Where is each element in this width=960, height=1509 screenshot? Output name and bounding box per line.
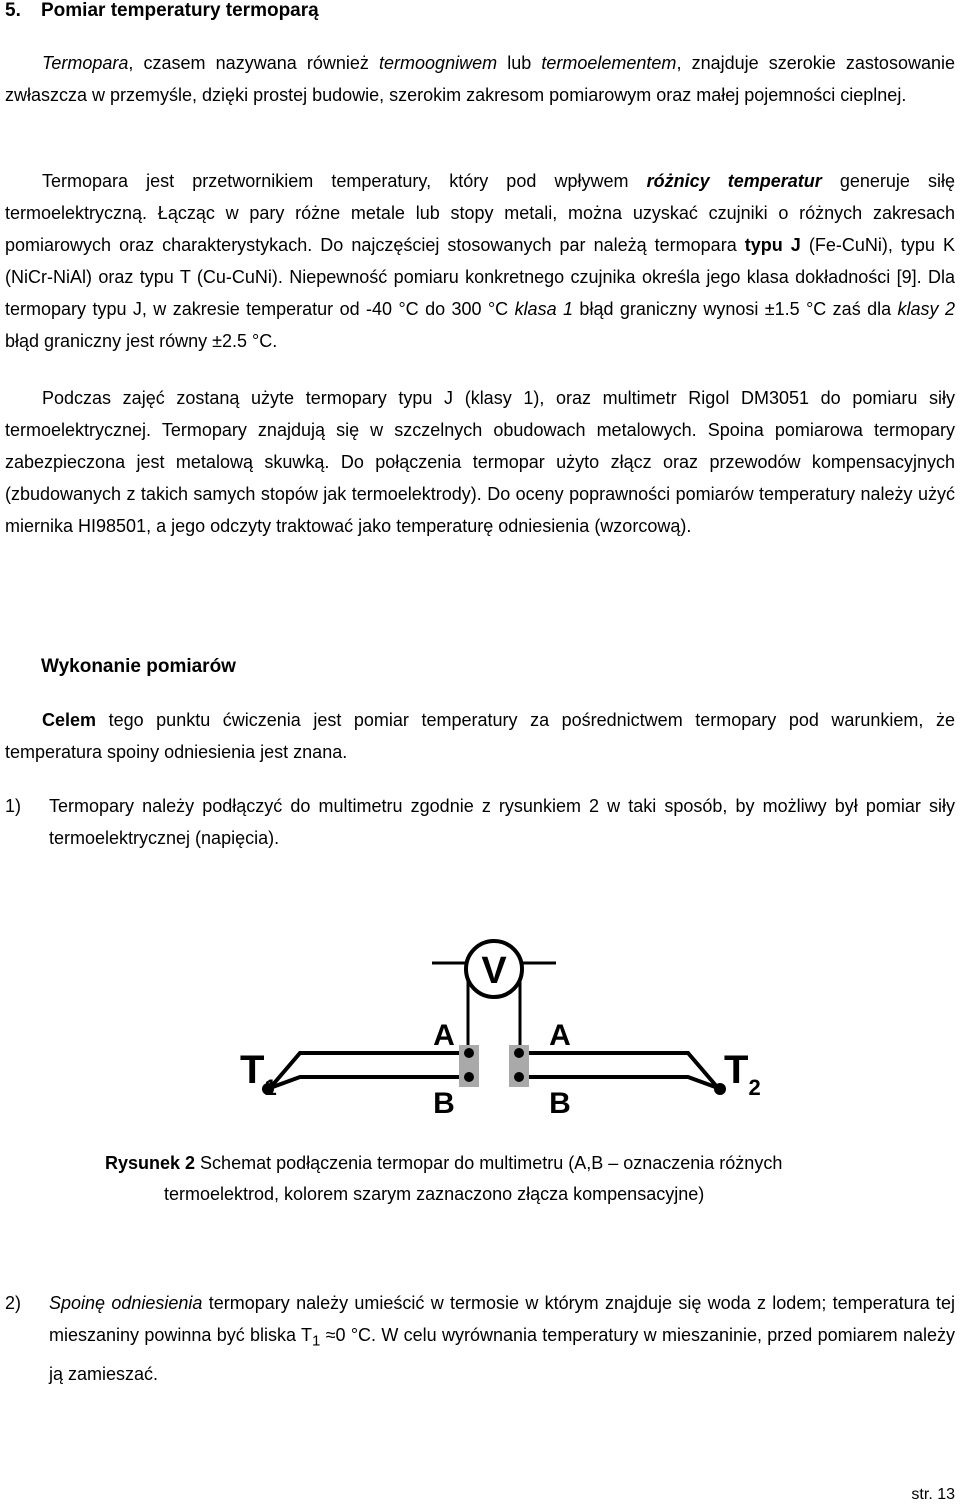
thermocouple-connection-diagram: [0, 925, 960, 1125]
caption-line-1: [105, 1148, 905, 1179]
p2-text-1: Termopara jest przetwornikiem temperatury, który pod wpływem: [42, 171, 647, 191]
goal-paragraph: [5, 704, 955, 768]
right-wire-a: [520, 1053, 718, 1088]
label-b-left: B: [433, 1087, 455, 1120]
italic-class-1: klasa 1: [514, 299, 574, 319]
definition-paragraph: [5, 165, 955, 357]
equipment-paragraph: [5, 382, 955, 542]
label-t1: [240, 1048, 277, 1100]
subheading-measurements: Wykonanie pomiarów: [41, 656, 236, 677]
step-2-text: [49, 1287, 955, 1390]
caption-figure-label: Rysunek 2: [105, 1153, 196, 1173]
label-a-right: A: [549, 1019, 571, 1052]
connector-dot-right-a: [514, 1048, 524, 1058]
label-t1-letter: T: [240, 1048, 265, 1092]
intro-text-1: , czasem nazywana również: [128, 53, 380, 73]
p2-text-4: błąd graniczny wynosi ±1.5 °C zaś dla: [573, 299, 898, 319]
label-t2-subscript: 2: [748, 1075, 761, 1100]
step-1: [5, 790, 955, 854]
emphasis-temperature-difference: różnicy temperatur: [646, 171, 822, 191]
bold-type-j: typu J: [744, 235, 801, 255]
step-2-text-2: ≈0 °C. W celu wyrównania temperatury w mieszaninie, przed pomiarem należy ją zamieszać.: [49, 1325, 955, 1384]
label-t1-subscript: 1: [264, 1075, 277, 1100]
p2-text-3: (Fe-CuNi), typu K (NiCr-NiAl) oraz typu T (Cu-CuNi). Niepewność pomiaru konkretnego czujnika określa jego klasa dokładności [9]. Dla termopary typu J, w zakresie temperatur od -40 °C do 300 °C: [5, 235, 956, 319]
step-1-text: Termopary należy podłączyć do multimetru zgodnie z rysunkiem 2 w taki sposób, by możliwy był pomiar siły termoelektrycznej (napięcia).: [49, 796, 955, 848]
connector-dot-left-a: [464, 1048, 474, 1058]
figure-caption: [105, 1148, 905, 1210]
connector-dot-right-b: [514, 1072, 524, 1082]
page-number: str. 13: [911, 1486, 955, 1503]
caption-line-2: termoelektrod, kolorem szarym zaznaczono złącza kompensacyjne): [164, 1184, 705, 1204]
step-2-number: 2): [5, 1293, 22, 1313]
p2-text-2: generuje siłę termoelektryczną. Łącząc w pary różne metale lub stopy metali, można uzyskać czujniki o różnych zakresach pomiarowych oraz charakterystykach. Do najczęściej stosowanych par należą termopara: [5, 171, 956, 255]
voltmeter-symbol: [466, 941, 522, 997]
p2-text-5: błąd graniczny jest równy ±2.5 °C.: [5, 331, 278, 351]
compensation-connectors: [459, 1045, 529, 1087]
section-number: 5.: [5, 0, 21, 21]
goal-bold-word: Celem: [42, 710, 97, 730]
p3-text: Podczas zajęć zostaną użyte termopary typu J (klasy 1), oraz multimetr Rigol DM3051 do pomiaru siły termoelektrycznej. Termopary znajdują się w szczelnych obudowach metalowych. Spoina pomiarowa termopary zabezpieczona jest metalową skuwką. Do połączenia termopar użyto złącz oraz przewodów kompensacyjnych (zbudowanych z takich samych stopów jak termoelektrody). Do oceny poprawności pomiarów temperatury należy użyć miernika HI98501, a jego odczyty traktować jako temperaturę odniesienia (wzorcową).: [5, 388, 955, 536]
connector-dot-left-b: [464, 1072, 474, 1082]
term-termoogniwo: termoogniwem: [379, 53, 498, 73]
label-t2: [724, 1048, 761, 1100]
caption-text-1: Schemat podłączenia termopar do multimetru (A,B – oznaczenia różnych: [195, 1153, 783, 1173]
label-t2-letter: T: [724, 1048, 749, 1092]
intro-paragraph: [5, 47, 955, 111]
step-1-number: 1): [5, 796, 22, 816]
intro-text-3: , znajduje szerokie zastosowanie zwłaszcza w przemyśle, dzięki prostej budowie, szerokim zakresom pomiarowym oraz małej pojemności cieplnej.: [5, 53, 955, 105]
italic-class-2: klasy 2: [897, 299, 955, 319]
intro-text-2: lub: [497, 53, 542, 73]
section-title: Pomiar temperatury termoparą: [41, 0, 319, 21]
section-heading: [5, 0, 319, 26]
voltmeter-letter: V: [481, 950, 507, 992]
label-b-right: B: [549, 1087, 571, 1120]
left-wire-a: [270, 1053, 468, 1088]
step-2-text-1: termopary należy umieścić w termosie w którym znajduje się woda z lodem; temperatura tej mieszaniny powinna być bliska T: [49, 1293, 955, 1345]
step-2-subscript: 1: [312, 1332, 321, 1350]
term-termoelement: termoelementem: [541, 53, 677, 73]
label-a-left: A: [433, 1019, 455, 1052]
goal-text: tego punktu ćwiczenia jest pomiar temperatury za pośrednictwem termopary pod warunkiem, że temperatura spoiny odniesienia jest znana.: [5, 710, 955, 762]
step-2-italic-term: Spoinę odniesienia: [49, 1293, 203, 1313]
term-termopara: Termopara: [42, 53, 129, 73]
step-2: [5, 1287, 955, 1390]
